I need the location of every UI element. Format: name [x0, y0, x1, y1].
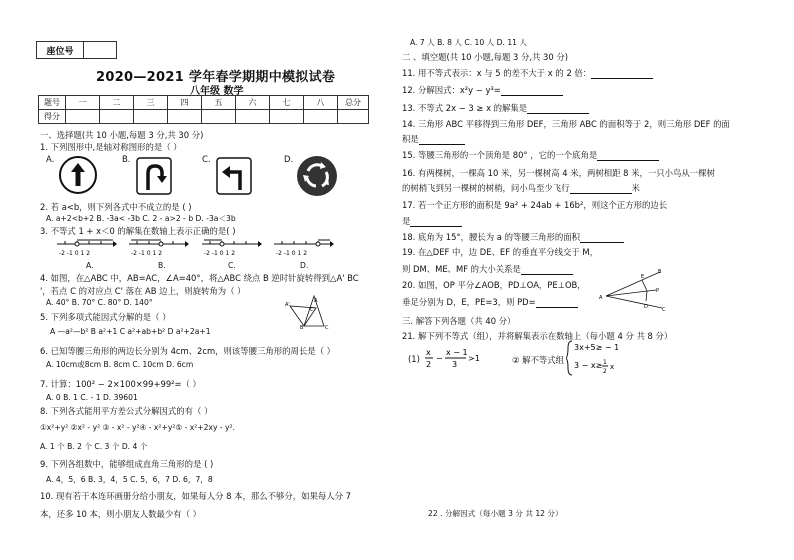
q1-option-d-label: D.: [284, 154, 294, 164]
svg-text:A: A: [314, 298, 318, 304]
answer-blank-14[interactable]: [419, 135, 465, 145]
exam-title: 2020—2021 学年春学期期中模拟试卷: [96, 70, 336, 85]
question-21-part-1-label: (1): [408, 354, 420, 364]
roundabout-sign-icon: [296, 155, 338, 201]
question-8: 8. 下列各式能用平方差公式分解因式的有（ ）: [40, 406, 213, 416]
question-19-line-2: [402, 263, 573, 275]
svg-text:x: x: [610, 363, 615, 371]
question-19-line-1: 19. 在△DEF 中，边 DE、EF 的垂直平分线交于 M，: [402, 247, 598, 257]
score-header-cell: 四: [168, 96, 202, 110]
question-12-text: 12. 分解因式：x²y − y³=: [402, 85, 501, 95]
score-table-score-row: [39, 110, 369, 124]
score-cell[interactable]: [338, 110, 369, 124]
question-14-line-2: [402, 133, 465, 145]
score-cell[interactable]: [100, 110, 134, 124]
q1-option-b-label: B.: [122, 154, 131, 164]
question-10-line-1: 10. 现有若干本连环画册分给小朋友，如果每人分 8 本，那么不够分，如果每人分 7: [40, 491, 351, 501]
question-16-line-1: 16. 有两棵树，一棵高 10 米，另一棵树高 4 米，两树相距 8 米，一只小鸟从一棵树: [402, 168, 715, 178]
score-cell[interactable]: [236, 110, 270, 124]
question-16-unit: 米: [631, 183, 640, 193]
answer-blank-11[interactable]: [591, 69, 653, 79]
answer-blank-17[interactable]: [410, 217, 462, 227]
svg-text:x − 1: x − 1: [446, 348, 468, 357]
svg-text:P: P: [656, 288, 660, 294]
svg-text:C: C: [325, 325, 329, 330]
answer-blank-18[interactable]: [580, 233, 624, 243]
score-header-cell: 五: [202, 96, 236, 110]
svg-text:2: 2: [426, 360, 432, 369]
question-11-text: 11. 用不等式表示：x 与 5 的差不大于 x 的 2 倍：: [402, 68, 592, 78]
svg-text:E: E: [641, 274, 645, 280]
score-row-label: 得分: [39, 110, 66, 124]
answer-blank-20[interactable]: [536, 298, 578, 308]
question-13-text: 13. 不等式 2x − 3 ≥ x 的解集是: [402, 103, 528, 113]
svg-text:3 − x≥: 3 − x≥: [574, 361, 603, 370]
score-header-cell: 三: [134, 96, 168, 110]
question-5: 5. 下列多项式能因式分解的是（ ）: [40, 312, 171, 322]
u-turn-sign-icon: [136, 157, 172, 199]
question-5-options: A —a²—b² B a²+1 C a²+ab+b² D a²+2a+1: [50, 327, 211, 336]
question-9: 9. 下列各组数中，能够组成直角三角形的是 ( ): [40, 459, 214, 469]
question-6-options: A. 10cm或8cm B. 8cm C. 10cm D. 6cm: [46, 360, 194, 369]
question-20-line-2: [402, 296, 578, 308]
question-6: 6. 已知等腰三角形的两边长分别为 4cm、2cm，则该等腰三角形的周长是（ ）: [40, 346, 336, 356]
question-20-text: 垂足分别为 D，E，PE=3，则 PD=: [402, 297, 536, 307]
question-11: [402, 67, 653, 79]
score-header-cell: 七: [270, 96, 304, 110]
section-3-heading: 三. 解答下列各题（共 40 分）: [402, 316, 516, 326]
section-1-heading: 一、选择题(共 10 小题,每题 3 分,共 30 分): [40, 130, 204, 140]
question-4-line-1: 4. 如图，在△ABC 中，AB=AC，∠A=40°，将△ABC 绕点 B 逆时针旋转得到△A' BC: [40, 273, 359, 283]
q1-option-c-label: C.: [202, 154, 211, 164]
number-line-d-icon: [272, 235, 334, 263]
question-10-options: A. 7 人 B. 8 人 C. 10 人 D. 11 人: [410, 38, 527, 47]
question-22: 22 . 分解因式（每小题 3 分 共 12 分）: [428, 509, 563, 518]
score-header-cell: 总分: [338, 96, 369, 110]
question-14-text: 积是: [402, 134, 419, 144]
svg-text:2: 2: [603, 368, 607, 375]
svg-text:A: A: [599, 295, 603, 301]
svg-text:-2 -1 0 1 2: -2 -1 0 1 2: [276, 250, 308, 257]
seat-number-box: [36, 41, 117, 59]
svg-text:-2 -1 0 1 2: -2 -1 0 1 2: [204, 250, 236, 257]
question-19-text: 则 DM、ME、MF 的大小关系是: [402, 264, 521, 274]
score-header-cell: 题号: [39, 96, 66, 110]
svg-text:B: B: [658, 269, 662, 275]
inequality-system-icon: [566, 338, 618, 382]
svg-text:x: x: [426, 348, 431, 357]
seat-number-label: 座位号: [37, 42, 84, 58]
question-21: 21. 解下列不等式（组），并将解集表示在数轴上（每小题 4 分 共 8 分）: [402, 331, 673, 341]
svg-text:C': C': [310, 307, 315, 313]
score-table: [38, 95, 369, 124]
answer-blank-16[interactable]: [570, 184, 632, 194]
score-cell[interactable]: [270, 110, 304, 124]
rotated-triangle-figure-icon: [284, 294, 340, 334]
svg-text:−: −: [436, 354, 443, 363]
svg-text:1: 1: [603, 359, 607, 366]
seat-number-field[interactable]: [84, 42, 116, 58]
answer-blank-12[interactable]: [501, 86, 563, 96]
number-line-c-icon: [200, 235, 262, 263]
svg-text:C: C: [662, 307, 666, 312]
question-21-part-2-label: ② 解不等式组: [512, 355, 565, 365]
question-18-text: 18. 底角为 15°，腰长为 a 的等腰三角形的面积: [402, 232, 580, 242]
left-turn-sign-icon: [216, 157, 252, 199]
question-9-options: A. 4，5，6 B. 3，4，5 C. 5，6，7 D. 6，7，8: [46, 475, 213, 484]
score-header-cell: 八: [304, 96, 338, 110]
score-header-cell: 一: [66, 96, 100, 110]
score-cell[interactable]: [66, 110, 100, 124]
score-table-header-row: [39, 96, 369, 110]
svg-text:A': A': [285, 302, 290, 308]
question-18: [402, 231, 624, 243]
q3-option-a-label: A.: [86, 261, 94, 270]
q1-option-a-label: A.: [46, 154, 55, 164]
svg-text:D: D: [644, 304, 648, 310]
question-16-line-2: [402, 182, 640, 194]
q3-option-d-label: D.: [300, 261, 309, 270]
angle-bisector-figure-icon: [598, 268, 670, 316]
question-15-text: 15. 等腰三角形的一个顶角是 80° ，它的一个底角是: [402, 150, 598, 160]
score-header-cell: 二: [100, 96, 134, 110]
question-7-options: A. 0 B. 1 C. - 1 D. 39601: [46, 393, 138, 402]
number-line-a-icon: [55, 235, 117, 263]
exam-subtitle: 八年级 数学: [190, 86, 244, 97]
score-cell[interactable]: [202, 110, 236, 124]
question-10-line-2: 本，还多 10 本，则小朋友人数最少有（ ）: [40, 509, 202, 519]
answer-blank-13[interactable]: [527, 104, 589, 114]
section-2-heading: 二 、填空题(共 10 小题,每题 3 分,共 30 分): [402, 52, 569, 62]
answer-blank-19[interactable]: [521, 265, 573, 275]
question-2: 2. 若 a<b，则下列各式中不成立的是 ( ): [40, 202, 192, 212]
score-cell[interactable]: [168, 110, 202, 124]
question-16-text: 的树梢飞到另一棵树的树梢，问小鸟至少飞行: [402, 183, 570, 193]
question-17-line-2: [402, 215, 462, 227]
question-7: 7. 计算：100² − 2×100×99+99²=（ ）: [40, 379, 201, 389]
question-8-options: A. 1 个 B. 2 个 C. 3 个 D. 4 个: [40, 442, 148, 451]
q3-option-c-label: C.: [228, 261, 236, 270]
question-14-line-1: 14. 三角形 ABC 平移得到三角形 DEF，三角形 ABC 的面积等于 2，则三角形 DEF 的面: [402, 119, 730, 129]
svg-text:3x+5≥ − 1: 3x+5≥ − 1: [574, 343, 618, 352]
svg-text:3: 3: [452, 360, 458, 369]
question-4-line-2: '，若点 C 的对应点 C' 落在 AB 边上，则旋转角为（ ）: [40, 286, 246, 296]
score-cell[interactable]: [304, 110, 338, 124]
question-17-line-1: 17. 若一个正方形的面积是 9a² + 24ab + 16b²，则这个正方形的边长: [402, 200, 668, 210]
question-8-items: ①x²+y² ②x² - y² ③ - x² - y²④ - x²+y²⑤ - x²+2xy - y².: [40, 423, 235, 432]
svg-text:>1: >1: [468, 354, 480, 363]
question-12: [402, 84, 563, 96]
number-line-b-icon: [127, 235, 189, 263]
question-1: 1. 下列图形中,是轴对称图形的是（ ）: [40, 142, 182, 152]
question-4-options: A. 40° B. 70° C. 80° D. 140°: [46, 298, 153, 307]
score-header-cell: 六: [236, 96, 270, 110]
question-20-line-1: 20. 如图，OP 平分∠AOB，PD⊥OA，PE⊥OB，: [402, 280, 586, 290]
q3-option-b-label: B.: [158, 261, 166, 270]
answer-blank-15[interactable]: [597, 151, 659, 161]
svg-text:B: B: [300, 325, 304, 330]
question-13: [402, 102, 589, 114]
question-3: 3. 不等式 1 + x＜0 的解集在数轴上表示正确的是( ): [40, 226, 236, 236]
up-arrow-sign-icon: [58, 155, 98, 199]
score-cell[interactable]: [134, 110, 168, 124]
svg-text:-2 -1 0 1 2: -2 -1 0 1 2: [59, 250, 91, 257]
inequality-expression-icon: [424, 344, 486, 376]
question-15: [402, 149, 659, 161]
question-2-options: A. a+2<b+2 B. -3a< -3b C. 2 - a>2 - b D. -3a＜3b: [46, 214, 236, 223]
question-17-text: 是: [402, 216, 411, 226]
svg-text:-2 -1 0 1 2: -2 -1 0 1 2: [131, 250, 163, 257]
